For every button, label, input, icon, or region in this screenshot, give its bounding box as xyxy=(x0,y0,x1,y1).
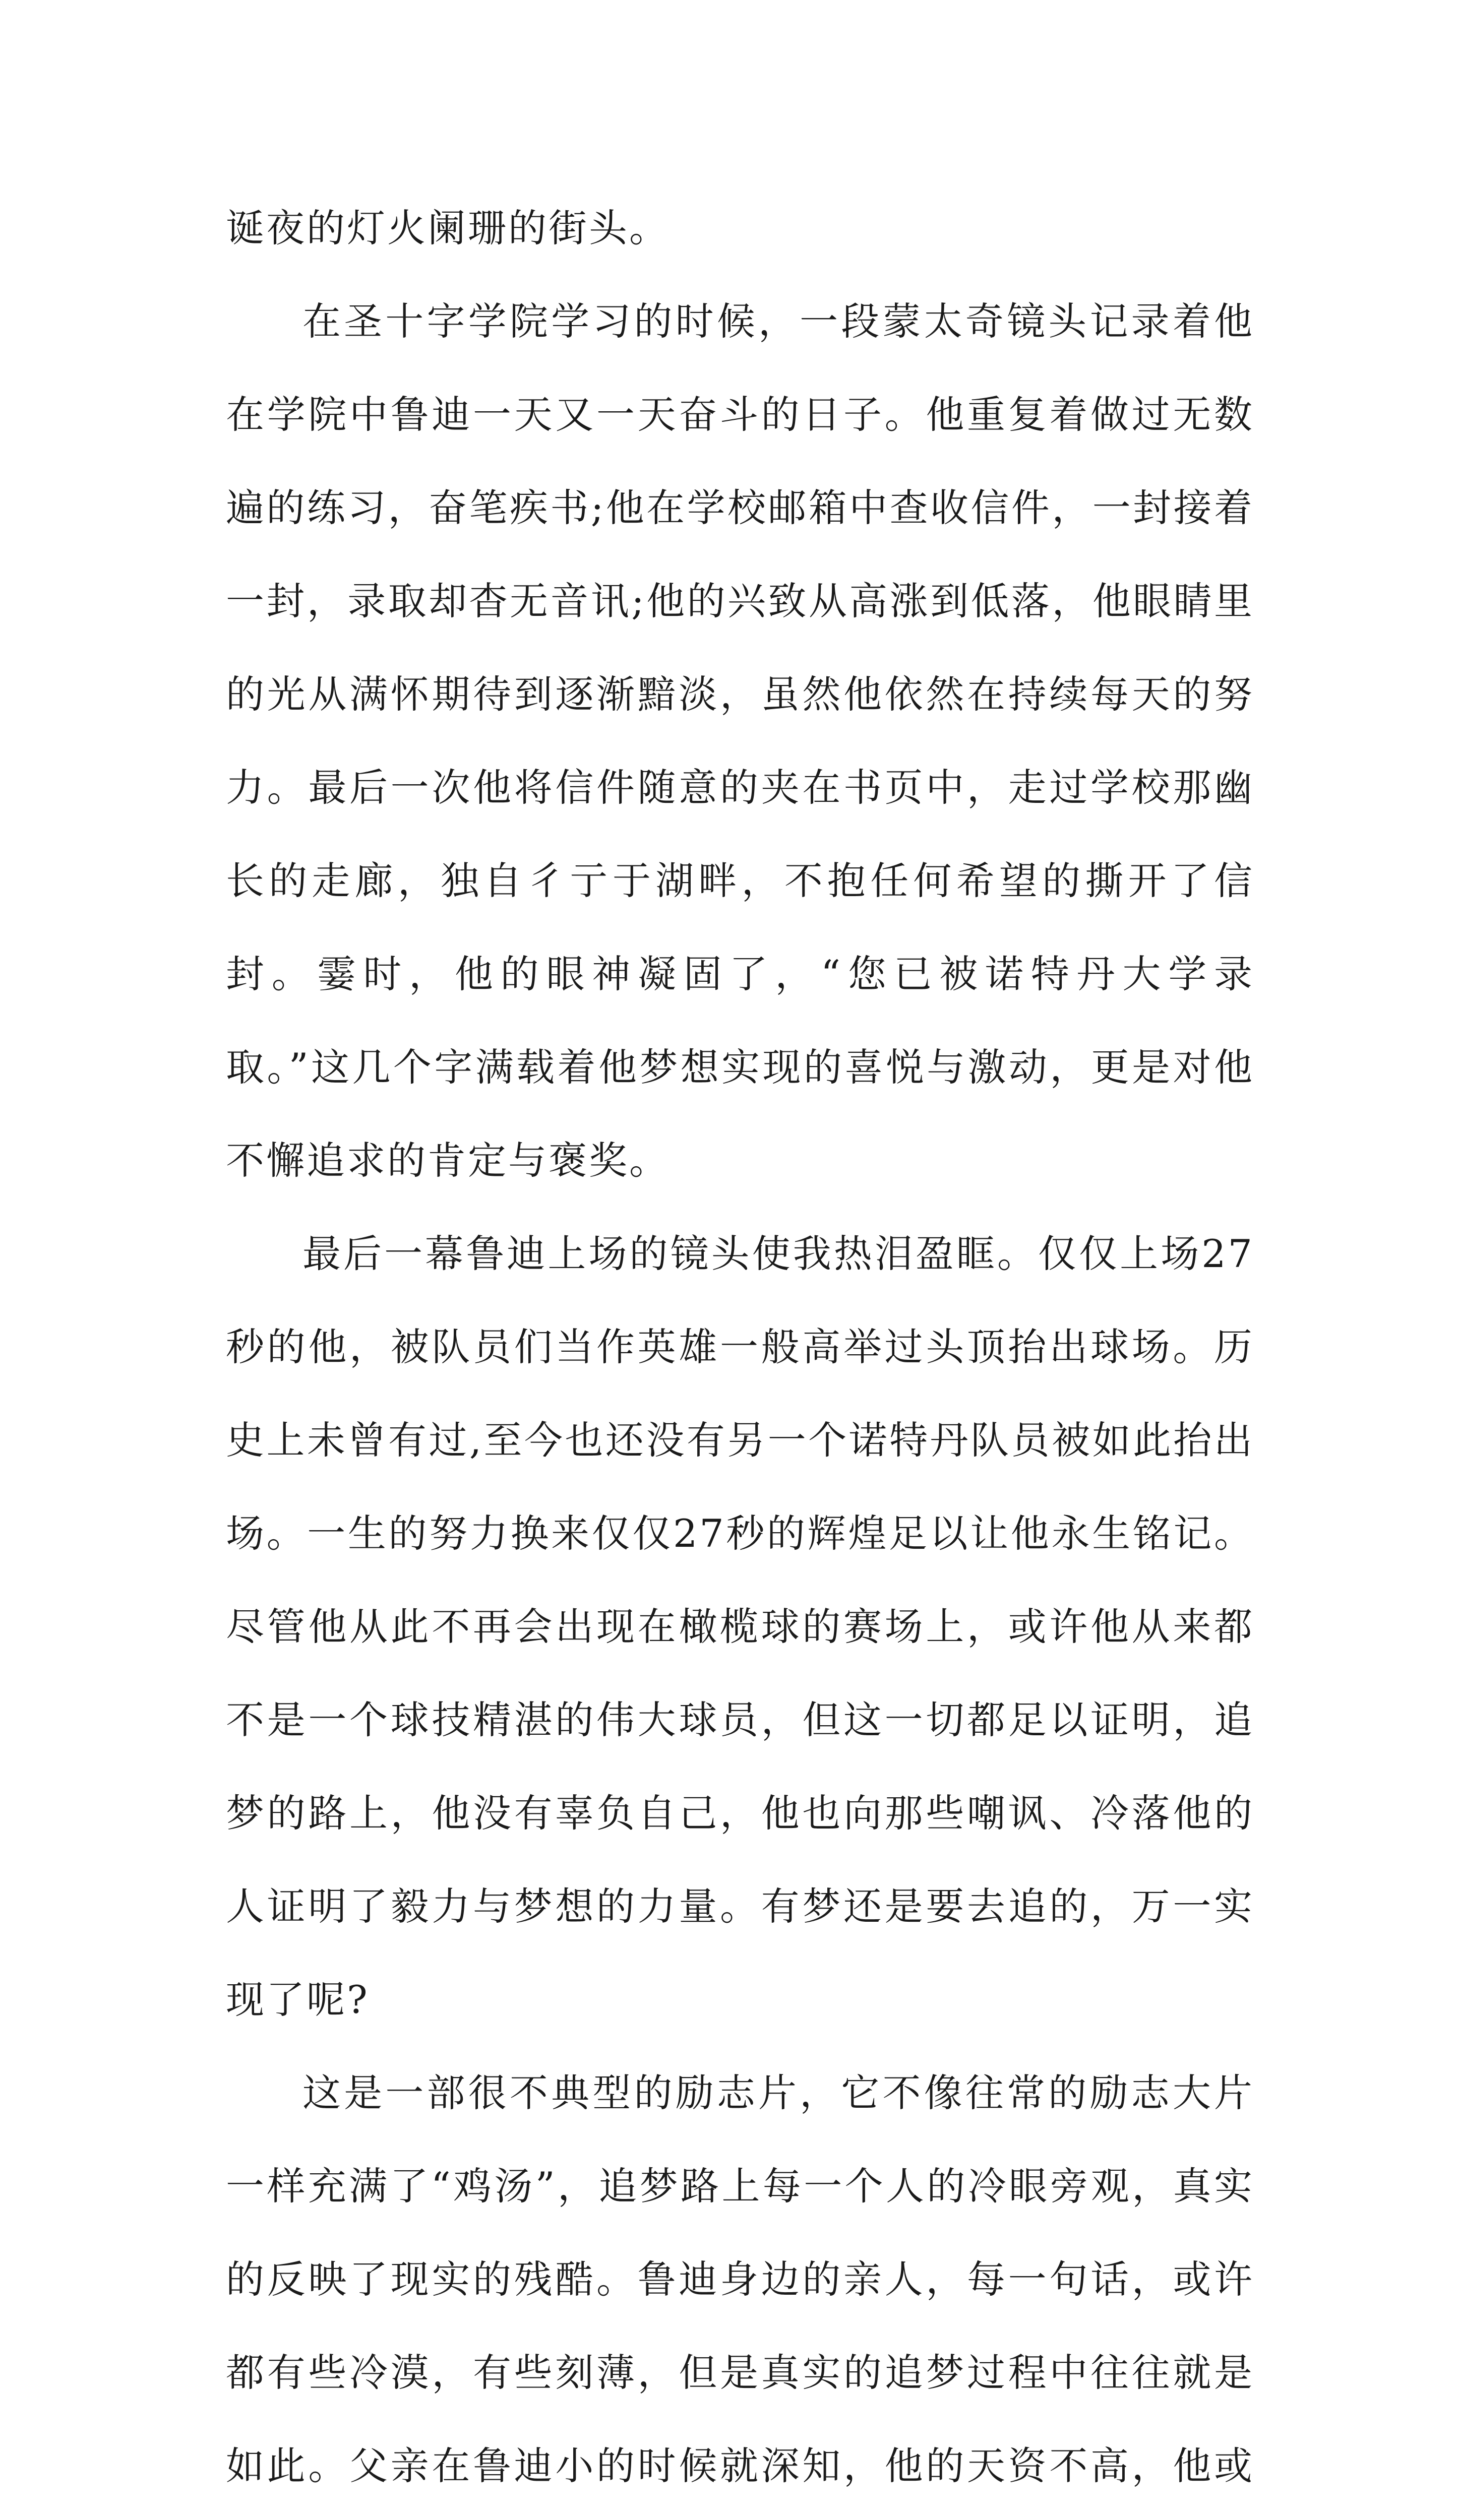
paragraph-2: 在圣十字学院学习的时候，一段蒙太奇镜头记录着他在学院中鲁迪一天又一天奋斗的日子。他重复着做过无数遍的练习，奋笔疾书;他在学校邮箱中查收信件，一封接着一封，录取却杳无音讯;他的兴致从高涨到低落，他眼睛里的光从满怀期待到逐渐黯淡，虽然他依然在持续每天的努力。最后一次他将信件随意的夹在书页中，走过学校那幽长的走廊，独自彳亍于湖畔，不抱任何希望的撕开了信封。霎时，他的眼神凝固了，“您已被诺特丹大学录取。”这几个字满载着他梦想实现的喜悦与激动，更是对他不懈追求的肯定与褒奖。 xyxy=(226,299,1254,1183)
paragraph-1: 诞夜的灯火阑珊的街头。 xyxy=(226,206,670,250)
paragraph-4: 这是一部很不典型的励志片，它不像往常的励志大片一样充满了“鸡汤”，追梦路上每一个人的冷眼旁观，真实的反映了现实的残酷。鲁迪身边的亲人，每一句话，或许都有些冷漠，有些刻薄，但是真实的追梦过程中往往就是如此。父亲在鲁迪小的时候就深知，他的天资不高，他或 xyxy=(226,2070,1254,2488)
paragraph-3: 最后一幕鲁迪上场的镜头使我热泪盈眶。仅仅上场27秒的他，被队员们当作英雄一般高举过头顶抬出球场。历史上未曾有过,至今也还没有另一个诺特丹队员被如此抬出场。一生的努力换来仅仅27秒的辉煌足以让他永生铭记。尽管他从此不再会出现在橄榄球的赛场上，或许他从来都不是一个球技精湛的伟大球员，但这一切都足以证明，追梦的路上，他没有辜负自己，他也向那些嘲讽、冷落他的人证明了毅力与梦想的力量。有梦还是要去追的，万一实现了呢? xyxy=(226,1231,1254,2022)
body-text xyxy=(226,181,1254,2520)
